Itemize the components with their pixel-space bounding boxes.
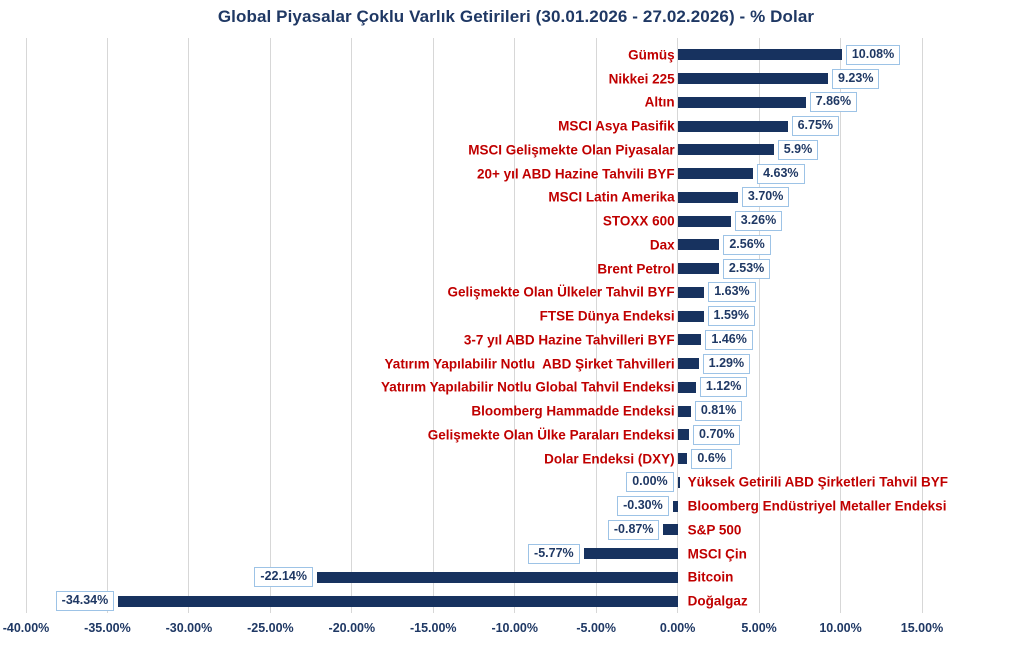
category-label: MSCI Asya Pasifik bbox=[558, 118, 675, 134]
category-label: 3-7 yıl ABD Hazine Tahvilleri BYF bbox=[463, 332, 675, 348]
bar-row bbox=[26, 494, 947, 518]
value-label: 6.75% bbox=[792, 116, 839, 136]
category-label: S&P 500 bbox=[687, 522, 742, 538]
x-tick-label: -5.00% bbox=[576, 621, 616, 635]
bar bbox=[678, 239, 720, 250]
bar bbox=[678, 216, 731, 227]
bar-row bbox=[26, 162, 922, 186]
value-label: 2.53% bbox=[723, 259, 770, 279]
bar-row bbox=[26, 67, 922, 91]
category-label: 20+ yıl ABD Hazine Tahvili BYF bbox=[476, 166, 675, 182]
bar bbox=[678, 287, 705, 298]
category-label: Gelişmekte Olan Ülke Paraları Endeksi bbox=[427, 427, 675, 443]
value-label: -22.14% bbox=[254, 567, 313, 587]
bar-row bbox=[26, 233, 922, 257]
bar bbox=[678, 121, 788, 132]
bar bbox=[673, 501, 678, 512]
bar bbox=[678, 73, 828, 84]
value-label: 1.29% bbox=[703, 354, 750, 374]
category-label: MSCI Çin bbox=[687, 546, 747, 562]
category-label: MSCI Gelişmekte Olan Piyasalar bbox=[468, 142, 675, 158]
bar-row bbox=[26, 518, 922, 542]
bar-row bbox=[26, 328, 922, 352]
category-label: Nikkei 225 bbox=[608, 71, 675, 87]
category-label: Bloomberg Endüstriyel Metaller Endeksi bbox=[687, 498, 947, 514]
bar-row bbox=[26, 43, 922, 67]
bar-row bbox=[26, 447, 922, 471]
value-label: 3.26% bbox=[735, 211, 782, 231]
value-label: 0.70% bbox=[693, 425, 740, 445]
x-tick-label: -35.00% bbox=[84, 621, 131, 635]
bar bbox=[584, 548, 678, 559]
value-label: 0.81% bbox=[695, 401, 742, 421]
chart-title: Global Piyasalar Çoklu Varlık Getirileri (30.01.2026 - 27.02.2026) - % Dolar bbox=[217, 7, 815, 26]
value-label: 1.12% bbox=[700, 377, 747, 397]
category-label: Yatırım Yapılabilir Notlu Global Tahvil Endeksi bbox=[381, 379, 675, 395]
value-label: 9.23% bbox=[832, 69, 879, 89]
category-label: Doğalgaz bbox=[687, 593, 748, 609]
value-label: 10.08% bbox=[846, 45, 900, 65]
value-label: 7.86% bbox=[810, 92, 857, 112]
bar bbox=[678, 358, 699, 369]
value-label: 1.63% bbox=[708, 282, 755, 302]
bar-row bbox=[26, 257, 922, 281]
bar bbox=[678, 429, 689, 440]
plot-area bbox=[26, 38, 948, 613]
bar bbox=[678, 382, 696, 393]
category-label: FTSE Dünya Endeksi bbox=[539, 308, 675, 324]
value-label: 1.46% bbox=[705, 330, 752, 350]
bar-row bbox=[26, 471, 948, 495]
category-label: STOXX 600 bbox=[602, 213, 675, 229]
bar bbox=[678, 168, 753, 179]
value-label: 0.00% bbox=[626, 472, 673, 492]
value-label: 3.70% bbox=[742, 187, 789, 207]
bar-row bbox=[26, 281, 922, 305]
category-label: Bitcoin bbox=[687, 569, 734, 585]
bar-row bbox=[26, 209, 922, 233]
bar-row bbox=[26, 186, 922, 210]
value-label: -0.30% bbox=[617, 496, 669, 516]
bar bbox=[678, 144, 774, 155]
x-axis bbox=[2, 621, 944, 641]
x-tick-label: -30.00% bbox=[165, 621, 213, 635]
value-label: 1.59% bbox=[708, 306, 755, 326]
bar bbox=[678, 406, 691, 417]
bar-row bbox=[26, 138, 922, 162]
x-tick-label: -40.00% bbox=[2, 621, 50, 635]
value-label: -5.77% bbox=[528, 544, 580, 564]
x-tick-label: -10.00% bbox=[491, 621, 538, 635]
bar-row bbox=[26, 91, 922, 115]
value-label: 0.6% bbox=[691, 449, 732, 469]
value-label: -0.87% bbox=[608, 520, 660, 540]
bar bbox=[678, 453, 688, 464]
category-label: Yüksek Getirili ABD Şirketleri Tahvil BYF bbox=[687, 474, 948, 490]
x-tick-label: 10.00% bbox=[819, 621, 862, 635]
bar-row bbox=[26, 352, 922, 376]
value-label: 4.63% bbox=[757, 164, 804, 184]
category-label: Dolar Endeksi (DXY) bbox=[544, 451, 675, 467]
x-tick-label: -20.00% bbox=[328, 621, 376, 635]
value-label: -34.34% bbox=[56, 591, 115, 611]
value-label: 5.9% bbox=[778, 140, 819, 160]
bar-row bbox=[26, 566, 922, 590]
bar-row bbox=[26, 399, 922, 423]
category-label: Altın bbox=[644, 94, 675, 110]
category-label: MSCI Latin Amerika bbox=[548, 189, 675, 205]
bar bbox=[678, 334, 702, 345]
category-label: Yatırım Yapılabilir Notlu ABD Şirket Tahvilleri bbox=[384, 356, 675, 372]
bar-row bbox=[26, 542, 922, 566]
value-label: 2.56% bbox=[723, 235, 770, 255]
category-label: Brent Petrol bbox=[597, 261, 675, 277]
x-tick-label: 5.00% bbox=[741, 621, 777, 635]
category-label: Gümüş bbox=[628, 47, 675, 63]
bar bbox=[678, 97, 806, 108]
bar bbox=[663, 524, 677, 535]
bar bbox=[678, 263, 719, 274]
bar bbox=[118, 596, 677, 607]
bar-row bbox=[26, 304, 922, 328]
bar bbox=[678, 477, 680, 488]
bar bbox=[678, 311, 704, 322]
category-label: Dax bbox=[649, 237, 675, 253]
category-label: Bloomberg Hammadde Endeksi bbox=[471, 403, 675, 419]
bar-row bbox=[26, 589, 922, 613]
category-label: Gelişmekte Olan Ülkeler Tahvil BYF bbox=[447, 284, 675, 300]
x-tick-label: 15.00% bbox=[900, 621, 944, 635]
bar-row bbox=[26, 423, 922, 447]
bar bbox=[678, 192, 738, 203]
x-tick-label: -15.00% bbox=[409, 621, 457, 635]
bar bbox=[317, 572, 678, 583]
x-tick-label: -25.00% bbox=[247, 621, 294, 635]
bar-row bbox=[26, 114, 922, 138]
bar-row bbox=[26, 376, 922, 400]
x-tick-label: 0.00% bbox=[659, 621, 696, 635]
bar bbox=[678, 49, 842, 60]
